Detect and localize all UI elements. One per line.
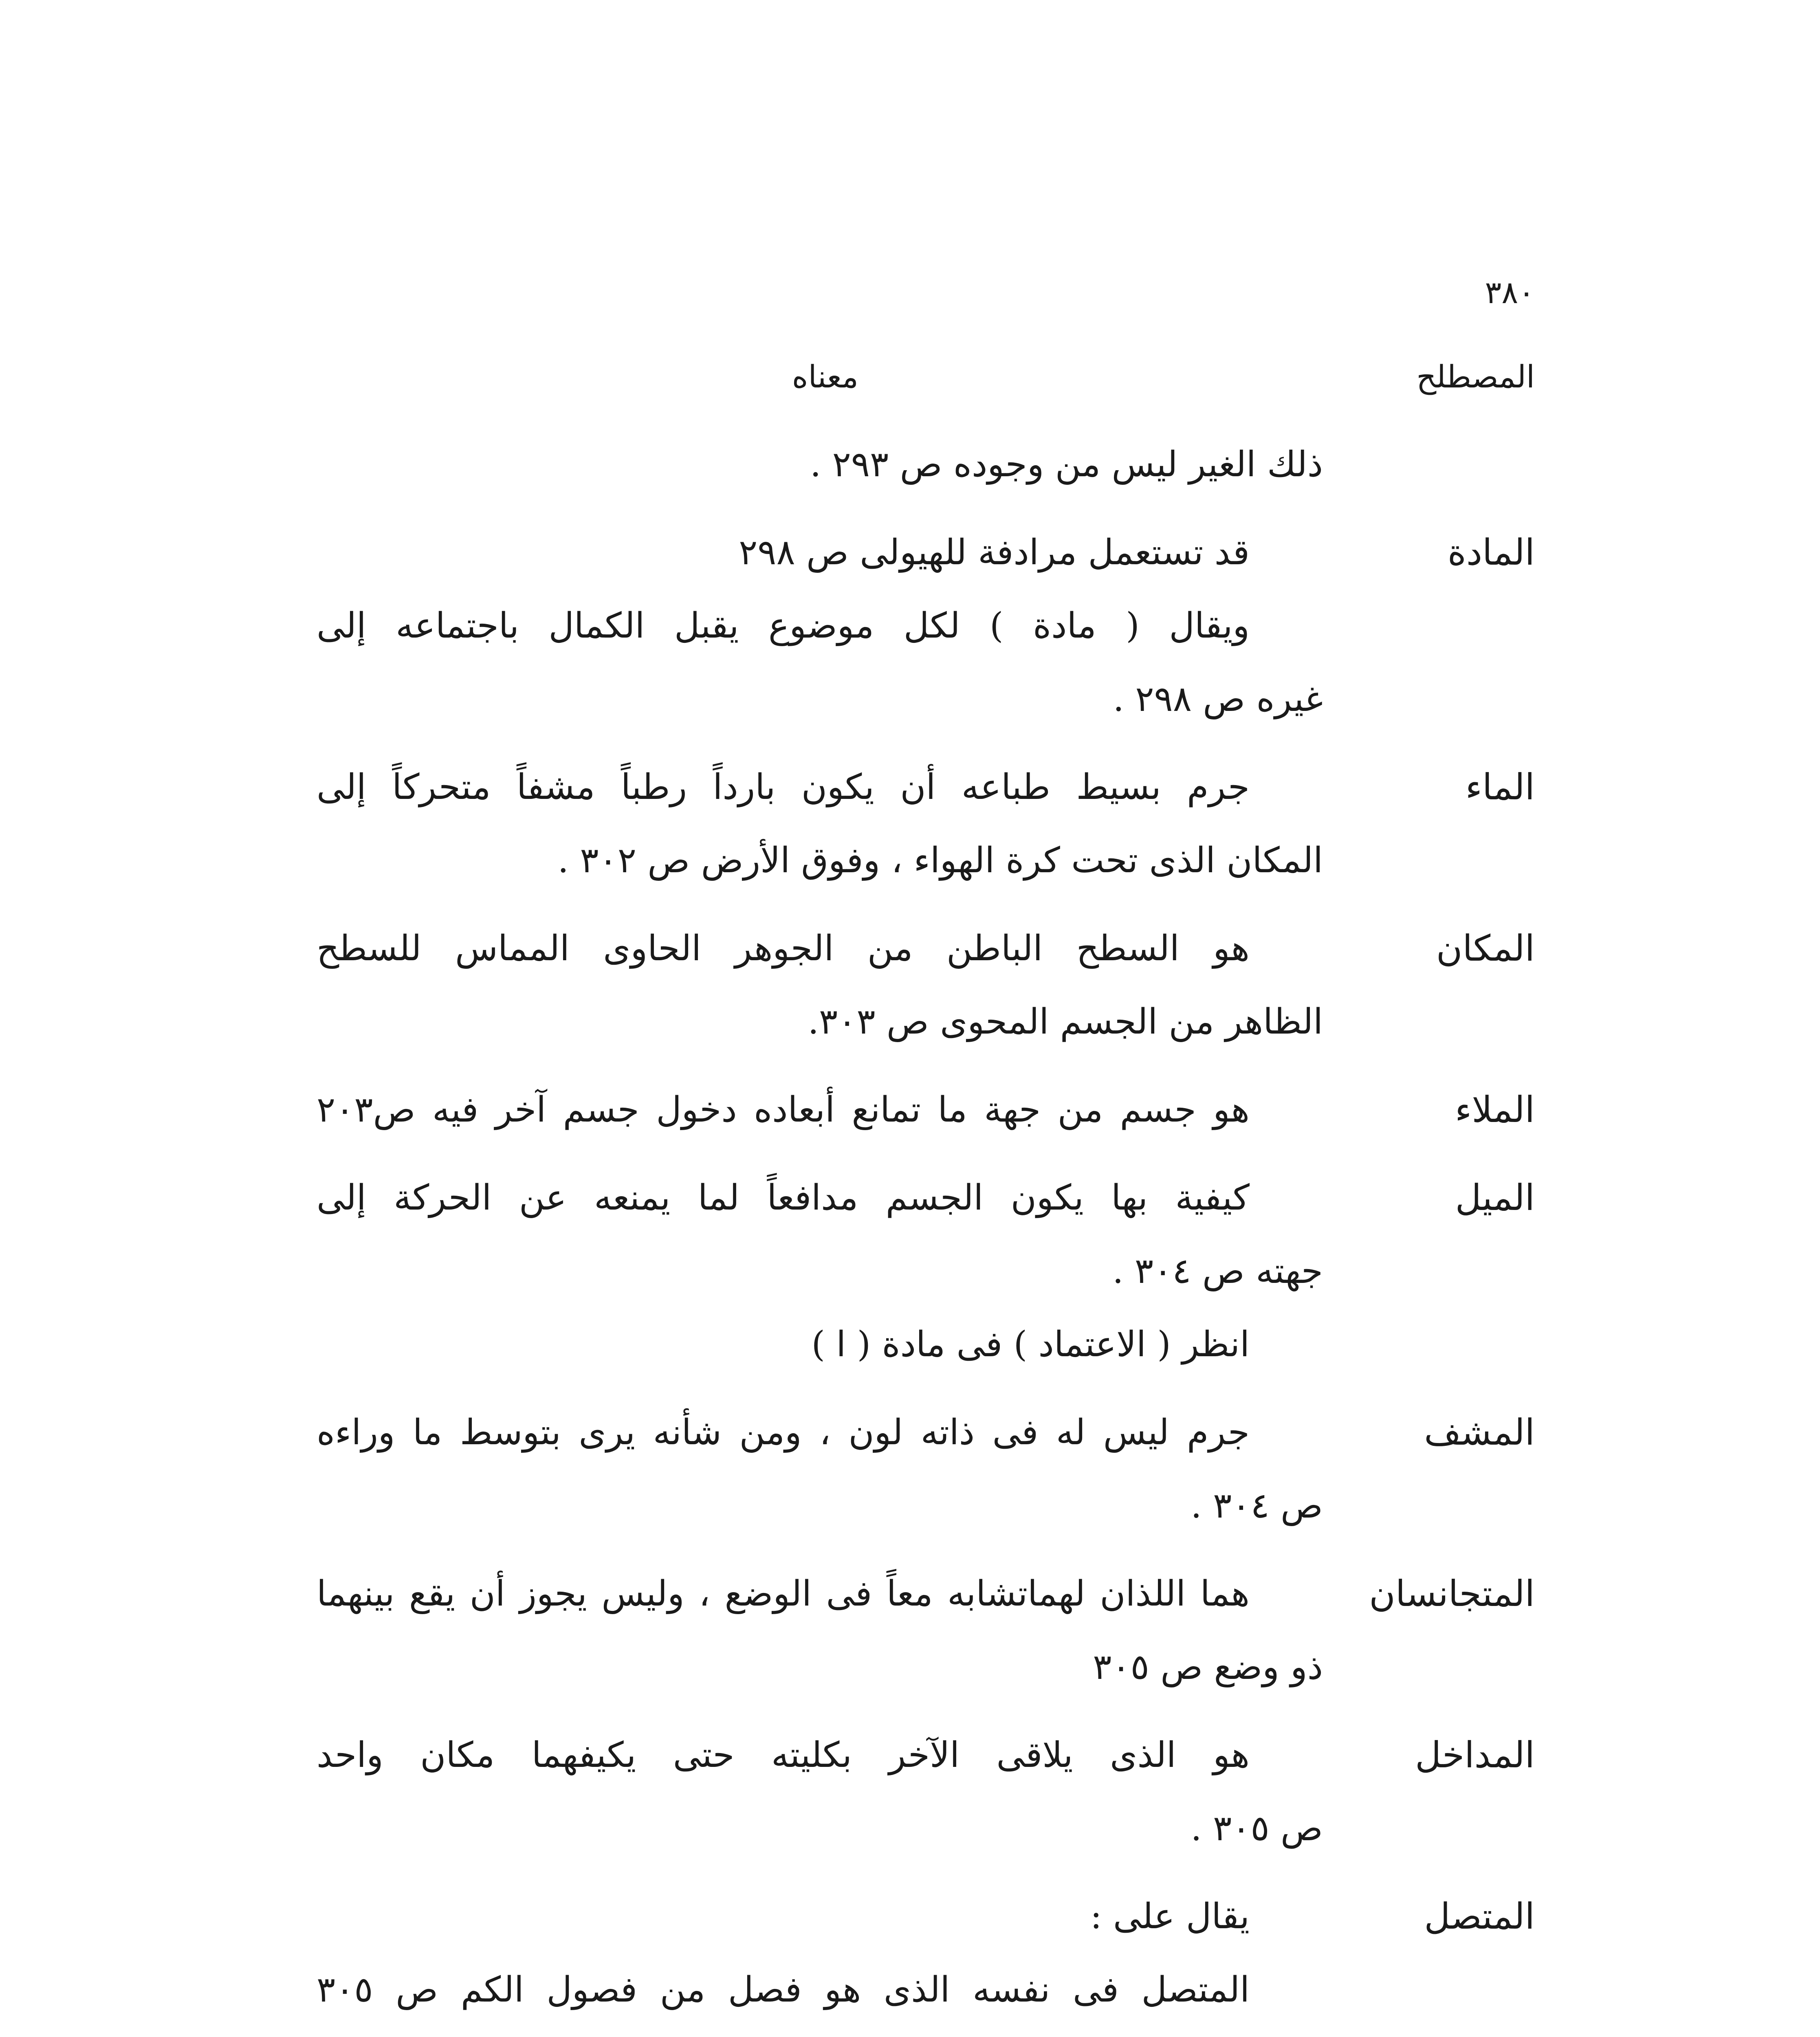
definition-line: ويقال ( مادة ) لكل موضوع يقبل الكمال باجتماعه إلى	[317, 605, 1250, 646]
entry-term: المشف	[1424, 1411, 1535, 1453]
entry-term: الماء	[1465, 766, 1535, 808]
definition-line: الظاهر من الجسم المحوى ص ٣٠٣.	[808, 1001, 1323, 1042]
entry-term: الملاء	[1455, 1089, 1535, 1131]
definition-line: هو الذى يلاقى الآخر بكليته حتى يكيفهما مكان واحد	[317, 1735, 1250, 1775]
definition-line: ذلك الغير ليس من وجوده ص ٢٩٣ .	[810, 444, 1323, 485]
entry-term: المادة	[1447, 531, 1535, 573]
entry-term: المتصل	[1424, 1895, 1535, 1937]
glossary-entry	[313, 1161, 1535, 1381]
entry-term: المكان	[1436, 927, 1535, 969]
definition-line: جرم بسيط طباعه أن يكون بارداً رطباً مشفاً متحركاً إلى	[317, 767, 1250, 807]
glossary-entry	[313, 1718, 1535, 1865]
definition-line: غيره ص ٢٩٨ .	[1113, 679, 1323, 719]
entry-term: المتجانسان	[1369, 1573, 1535, 1615]
entry-definition	[317, 1073, 1323, 1146]
entry-definition	[317, 428, 1323, 501]
definition-line: هما اللذان لهماتشابه معاً فى الوضع ، وليس يجوز أن يقع بينهما	[317, 1573, 1250, 1614]
definition-line: المكان الذى تحت كرة الهواء ، وفوق الأرض ص ٣٠٢ .	[557, 840, 1323, 881]
definition-line: جرم ليس له فى ذاته لون ، ومن شأنه يرى بتوسط ما وراءه	[317, 1412, 1250, 1453]
definition-line: قد تستعمل مرادفة للهيولى ص ٢٩٨	[739, 532, 1250, 573]
entry-definition	[317, 1396, 1323, 1542]
entry-definition	[317, 912, 1323, 1058]
column-headers	[313, 359, 1535, 403]
glossary-entry	[313, 1073, 1535, 1146]
definition-line: كيفية بها يكون الجسم مدافعاً لما يمنعه عن الحركة إلى	[317, 1177, 1250, 1218]
definition-line: هو جسم من جهة ما تمانع أبعاده دخول جسم آخر فيه ص٢٠٣	[317, 1089, 1250, 1130]
glossary-entry	[313, 750, 1535, 897]
glossary-entry	[313, 1880, 1535, 2037]
entry-term: المداخل	[1415, 1734, 1535, 1776]
glossary-entry	[313, 912, 1535, 1058]
definition-line: جهته ص ٣٠٤ .	[1112, 1251, 1323, 1291]
entry-term: الميل	[1455, 1177, 1535, 1219]
entry-definition	[317, 1718, 1323, 1865]
entry-definition	[317, 750, 1323, 897]
meaning-column-header: معناه	[792, 359, 858, 395]
glossary-entry	[313, 1557, 1535, 1704]
definition-line: ص ٣٠٥ .	[1191, 1808, 1323, 1849]
entry-definition	[317, 1161, 1323, 1381]
definition-line: ذو وضع ص ٣٠٥	[1093, 1647, 1323, 1687]
definition-line	[317, 2026, 1323, 2037]
entry-definition	[317, 516, 1323, 736]
definition-line: المتصل فى نفسه الذى هو فصل من فصول الكم ص ٣٠٥	[317, 1969, 1250, 2010]
glossary-entry	[313, 516, 1535, 736]
definition-line: هو السطح الباطن من الجوهر الحاوى المماس للسطح	[317, 928, 1250, 969]
glossary-entry	[313, 1396, 1535, 1542]
entry-definition	[317, 1557, 1323, 1704]
entry-definition	[317, 1880, 1323, 2037]
term-column-header: المصطلح	[1416, 359, 1535, 395]
definition-line: انظر ( الاعتماد ) فى مادة ( ا )	[811, 1324, 1250, 1365]
definition-line: ص ٣٠٤ .	[1191, 1485, 1323, 1526]
page-number: ٣٨٠	[1485, 274, 1535, 310]
definition-line: يقال على :	[1090, 1896, 1250, 1937]
glossary-entry	[313, 428, 1535, 501]
glossary-entries	[313, 428, 1535, 2037]
